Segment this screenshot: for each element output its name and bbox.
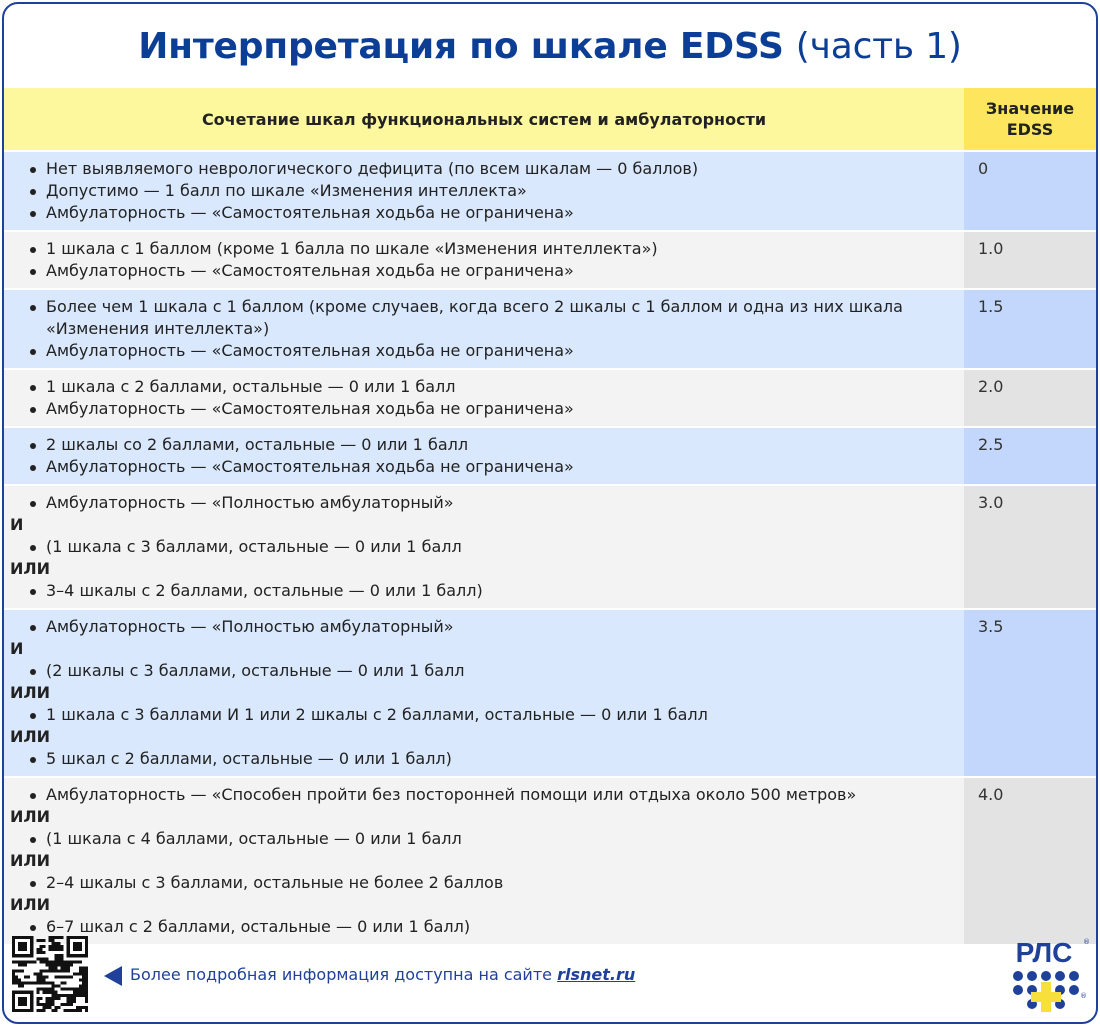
footer (4, 928, 1096, 1022)
criteria-cell (4, 230, 964, 288)
criteria-item: Амбулаторность — «Самостоятельная ходьба не ограничена» (18, 456, 964, 478)
table-row (4, 288, 1096, 368)
criteria-item: Амбулаторность — «Самостоятельная ходьба не ограничена» (18, 260, 964, 282)
edss-value: 3.5 (964, 608, 1096, 776)
rls-logo-icon[interactable] (1004, 934, 1088, 1018)
logic-operator: ИЛИ (10, 727, 51, 746)
title-main: Интерпретация по шкале EDSS (138, 25, 784, 67)
table-body (4, 150, 1096, 944)
logo-text: РЛС (1015, 937, 1073, 968)
edss-value: 1.0 (964, 230, 1096, 288)
edss-value: 2.0 (964, 368, 1096, 426)
criteria-cell (4, 484, 964, 608)
criteria-item: Амбулаторность — «Самостоятельная ходьба не ограничена» (18, 398, 964, 420)
header-edss-value: Значение EDSS (964, 88, 1096, 150)
table-row (4, 150, 1096, 230)
logic-operator: ИЛИ (10, 559, 51, 578)
table-header (4, 88, 1096, 150)
infographic-card (2, 2, 1098, 1024)
footer-info (130, 965, 635, 984)
criteria-item: Амбулаторность — «Полностью амбулаторный» (18, 616, 964, 638)
criteria-item: Амбулаторность — «Самостоятельная ходьба не ограничена» (18, 202, 964, 224)
criteria-item: 1 шкала с 1 баллом (кроме 1 балла по шкале «Изменения интеллекта») (18, 238, 964, 260)
arrow-left-icon (104, 966, 122, 986)
title-sub: (часть 1) (795, 25, 962, 67)
edss-value: 2.5 (964, 426, 1096, 484)
criteria-item: Допустимо — 1 балл по шкале «Изменения интеллекта» (18, 180, 964, 202)
page-title (4, 4, 1096, 88)
logic-operator: ИЛИ (10, 851, 51, 870)
table-row (4, 230, 1096, 288)
criteria-cell (4, 776, 964, 944)
edss-value: 4.0 (964, 776, 1096, 944)
criteria-item: Амбулаторность — «Полностью амбулаторный» (18, 492, 964, 514)
criteria-item: 2–4 шкалы с 3 баллами, остальные не более 2 баллов (18, 872, 964, 894)
criteria-item: Амбулаторность — «Самостоятельная ходьба не ограничена» (18, 340, 964, 362)
logic-operator: И (10, 639, 24, 658)
edss-value: 0 (964, 150, 1096, 230)
logic-operator: ИЛИ (10, 895, 51, 914)
table-row (4, 776, 1096, 944)
edss-value: 3.0 (964, 484, 1096, 608)
table-row (4, 608, 1096, 776)
criteria-item: (2 шкалы с 3 баллами, остальные — 0 или 1 балл (18, 660, 964, 682)
table-row (4, 368, 1096, 426)
criteria-item: (1 шкала с 4 баллами, остальные — 0 или 1 балл (18, 828, 964, 850)
criteria-item: Нет выявляемого неврологического дефицита (по всем шкалам — 0 баллов) (18, 158, 964, 180)
criteria-cell (4, 368, 964, 426)
logic-operator: ИЛИ (10, 807, 51, 826)
table-row (4, 426, 1096, 484)
qr-code-icon[interactable] (12, 936, 88, 1012)
criteria-cell (4, 288, 964, 368)
criteria-item: 1 шкала с 3 баллами И 1 или 2 шкалы с 2 баллами, остальные — 0 или 1 балл (18, 704, 964, 726)
criteria-item: 3–4 шкалы с 2 баллами, остальные — 0 или 1 балл) (18, 580, 964, 602)
table-row (4, 484, 1096, 608)
criteria-item: Более чем 1 шкала с 1 баллом (кроме случаев, когда всего 2 шкалы с 1 баллом и одна из них шкала «Изменения интеллекта») (18, 296, 964, 340)
edss-value: 1.5 (964, 288, 1096, 368)
logic-operator: И (10, 515, 24, 534)
criteria-cell (4, 426, 964, 484)
logic-operator: ИЛИ (10, 683, 51, 702)
criteria-item: 1 шкала с 2 баллами, остальные — 0 или 1 балл (18, 376, 964, 398)
footer-text: Более подробная информация доступна на сайте (130, 965, 552, 984)
header-combination: Сочетание шкал функциональных систем и амбулаторности (4, 88, 964, 150)
criteria-item: 6–7 шкал с 2 баллами, остальные — 0 или 1 балл) (18, 916, 964, 938)
criteria-item: Амбулаторность — «Способен пройти без посторонней помощи или отдыха около 500 метров» (18, 784, 964, 806)
criteria-cell (4, 150, 964, 230)
svg-text:®: ® (1080, 992, 1087, 1000)
criteria-item: (1 шкала с 3 баллами, остальные — 0 или 1 балл (18, 536, 964, 558)
site-link[interactable]: rlsnet.ru (557, 965, 636, 984)
criteria-cell (4, 608, 964, 776)
criteria-item: 2 шкалы со 2 баллами, остальные — 0 или 1 балл (18, 434, 964, 456)
criteria-item: 5 шкал с 2 баллами, остальные — 0 или 1 балл) (18, 748, 964, 770)
svg-text:®: ® (1083, 938, 1090, 946)
